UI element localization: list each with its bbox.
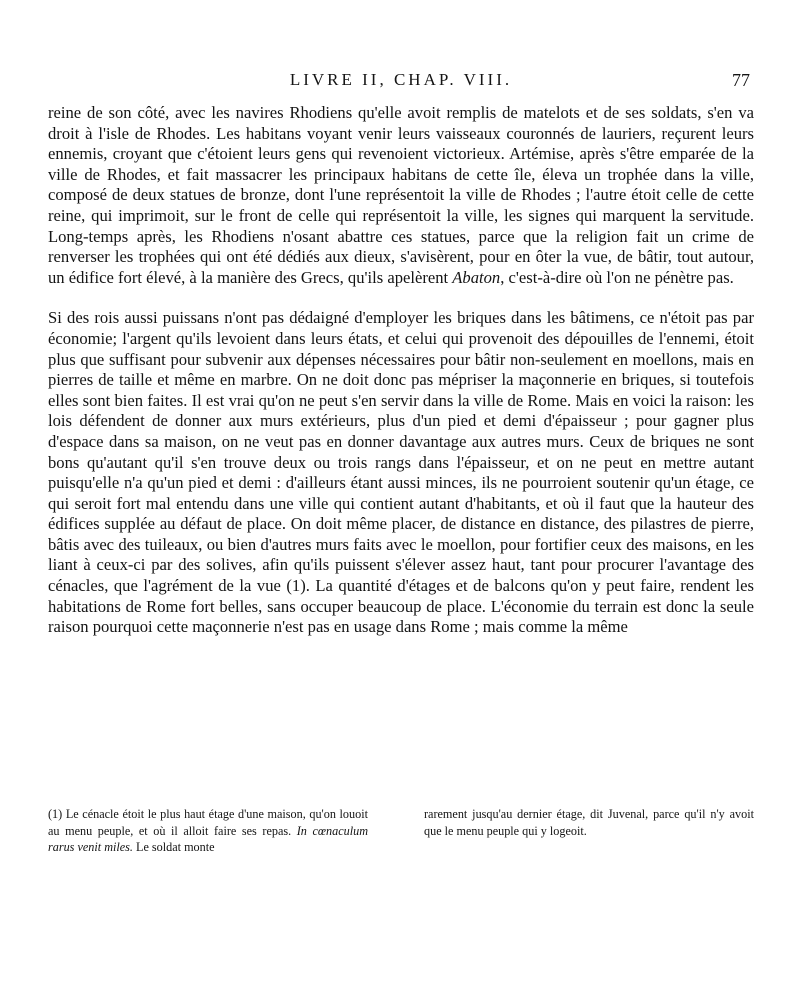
footnote-left-column [48,806,368,856]
footnote-text-b: Le soldat monte [136,840,215,854]
abaton-term: Abaton [452,267,501,287]
footnote-latin-quote: In cœnaculum rarus venit miles. [48,823,368,854]
main-text [48,103,754,638]
paragraph-1-end: , c'est-à-dire où l'on ne pénètre pas. [500,267,734,287]
running-title: LIVRE II, CHAP. VIII. [289,70,513,89]
footnote-text-right: rarement jusqu'au dernier étage, dit Juvenal, parce qu'il n'y avoit que le menu peuple qui y logeoit. [424,807,754,838]
footnotes [48,806,754,856]
paragraph-1 [48,103,754,288]
paragraph-2-text: Si des rois aussi puissans n'ont pas dédaigné d'employer les briques dans les bâtimens, ce n'étoit pas par économie; l'argent qu'ils levoient dans leurs états, et celui qui provenoit des dépouilles de l'ennemi, étoit plus que suffisant pour subvenir aux dépenses nécessaires pour bâtir non-seulement en moellons, mais en pierres de taille et même en marbre. On ne doit donc pas mépriser la maçonnerie en briques, si toutefois elles sont bien faites. Il est vrai qu'on ne peut s'en servir dans la ville de Rome. Mais en voici la raison: les lois défendent de donner aux murs extérieurs, plus d'un pied et demi d'épaisseur ; pour gagner plus d'espace dans sa maison, on ne veut pas en donner davantage aux autres murs. Ceux de briques ne sont bons qu'autant qu'il s'en trouve deux ou trois rangs dans l'épaisseur, et on ne peut en mettre autant puisqu'elle n'a qu'un pied et demi : d'ailleurs étant aussi minces, ils ne pourroient soutenir qu'un étage, ce qui seroit fort mal entendu dans une ville qui contient autant d'habitants, et où il faut que la hauteur des édifices supplée au défaut de place. On doit même placer, de distance en distance, des pilastres de pierre, bâtis avec des tuileaux, ou bien d'autres murs faits avec le moellon, pour fortifier ceux des maisons, en les liant à ceux-ci par des solives, afin qu'ils puissent s'élever assez haut, tant pour procurer l'avantage des cénacles, que l'agrément de la vue (1). La quantité d'étages et de balcons qu'on y peut faire, rendent les habitations de Rome fort belles, sans occuper beaucoup de place. L'économie du terrain est donc la seule raison pourquoi cette maçonnerie n'est pas en usage dans Rome ; mais comme la même [48,308,754,637]
paragraph-2 [48,308,754,638]
paragraph-1-text: reine de son côté, avec les navires Rhodiens qu'elle avoit remplis de matelots et de ses soldats, s'en va droit à l'isle de Rhodes. Les habitans voyant venir leurs vaisseaux couronnés de lauriers, reçurent leurs ennemis, croyant que c'étoient leurs gens qui revenoient victorieux. Artémise, après s'être emparée de la ville de Rhodes, et fait massacrer les principaux habitans de cette île, éleva un trophée dans la ville, composé de deux statues de bronze, dont l'une représentoit la ville de Rhodes ; l'autre étoit celle de cette reine, qui imprimoit, sur le front de celle qui représentoit la ville, les signes qui marquent la servitude. Long-temps après, les Rhodiens n'osant abattre ces statues, parce que la religion fait un crime de renverser les trophées qui ont été dédiés aux dieux, s'avisèrent, pour en ôter la vue, de bâtir, tout autour, un édifice fort élevé, à la manière des Grecs, qu'ils apelèrent [48,103,754,287]
footnote-right-column [424,806,754,856]
page-header [52,70,750,96]
page-number: 77 [732,70,750,90]
footnote-text-a: (1) Le cénacle étoit le plus haut étage d'une maison, qu'on louoit au menu peuple, et où il alloit faire ses repas. [48,807,368,838]
